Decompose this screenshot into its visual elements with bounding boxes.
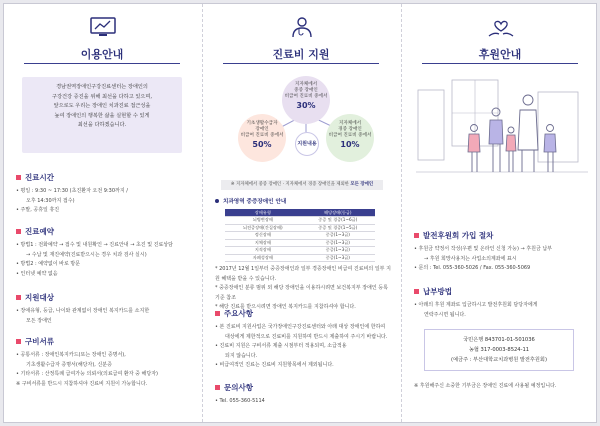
payment-line: 연락주시면 됩니다. — [424, 311, 466, 318]
table-cell: 뇌전증장애(간질장애) — [225, 224, 301, 232]
section-title: 구비서류 — [25, 337, 54, 346]
section-title: 치과영역 중증장애인 안내 — [223, 199, 287, 205]
section-title: 주요사항 — [224, 309, 253, 318]
bank-account-box — [424, 329, 574, 371]
table-cell: 자폐성장애 — [225, 254, 301, 262]
table-note: * 해당 진료를 받으시려면 장애인 복지카드를 지참하셔야 합니다. — [215, 304, 356, 311]
section-target — [16, 292, 194, 326]
note-text: ※ 지자체에서 중증 장애인 · 지자체에서 경증 장애인을 제외한 — [230, 182, 349, 187]
docs-line: • 기타서류 : 산정특례 급여가능 의뢰서(의료급여 환자 중 해당자) — [16, 371, 159, 378]
table-note: * 2017년 12월 1일부터 중증장애인과 일부 경증장애인 비급여 진료비의 일부 지원 혜택을 받을 수 있습니다. — [215, 266, 391, 282]
circle-label: 경증 장애인 — [338, 127, 362, 133]
circle-label: 기초생활수급자 — [246, 121, 278, 126]
circle-label: 비급여 진료비 중에서 — [240, 133, 284, 139]
doctor-icon — [288, 16, 316, 38]
marker-icon — [215, 385, 220, 390]
table-cell: 중증 및 경증(1~5급) — [301, 224, 375, 232]
table-cell: 정신장애 — [225, 232, 301, 240]
circle-label: 지자체에서 — [338, 121, 362, 126]
hours-line: 오후 14:30까지 접수) — [26, 197, 75, 204]
main-line: 되지 않습니다. — [225, 352, 258, 359]
table-row — [225, 239, 375, 247]
support-circle-severe — [282, 76, 330, 124]
target-line: • 장애유형, 등급, 나이와 관계없이 장애인 복지카드를 소지한 — [16, 308, 150, 314]
section-payment — [414, 286, 592, 320]
intro-line: 최선을 다하겠습니다. — [77, 122, 127, 129]
main-line: 대상에게 제한적으로 진료비를 지원하며 반드시 제출하여 주시기 바랍니다. — [225, 333, 388, 340]
section-title: 지원대상 — [25, 293, 54, 302]
account-line: 국민은행 843701-01-501036 — [463, 337, 535, 343]
booking-line: → 수납 및 재진예약(진료받으시는 경우 치과 검사 실시) — [26, 251, 147, 258]
payment-line: • 아래의 후원 계좌로 입금하시고 발전후원회 담당자에게 — [414, 302, 538, 308]
marker-icon — [414, 233, 419, 238]
support-center-label: 지원내용 — [295, 132, 319, 156]
heart-hands-icon — [487, 16, 515, 38]
main-line: • 본 진료비 지원사업은 국가장애인구강진료센터와 아래 대상 장애인에 한하여 — [215, 324, 386, 330]
panel-sponsorship — [402, 4, 598, 424]
intro-line: 경남권역장애인구강진료센터는 장애인의 — [56, 84, 148, 90]
marker-icon — [215, 311, 220, 316]
table-cell: 지체장애 — [225, 239, 301, 247]
table-header: 해당장애(등급) — [301, 209, 375, 217]
circle-label: 비급여 진료비 중에서 — [284, 94, 328, 100]
section-title: 납부방법 — [423, 287, 452, 296]
table-header: 장애유형 — [225, 209, 301, 217]
title-divider — [24, 63, 180, 64]
panel-usage — [4, 4, 200, 424]
sponsor-footnote: ※ 후원해주신 소중한 기부금은 장애인 진료에 사용될 예정입니다. — [414, 383, 557, 389]
table-cell: 중증 및 경증(1~6급) — [301, 217, 375, 225]
section-contact — [215, 382, 393, 407]
severe-disability-table — [225, 209, 375, 262]
section-join — [414, 230, 592, 274]
table-cell: 중증(1~3급) — [301, 247, 375, 255]
note-emphasis: 모든 장애인 — [350, 182, 374, 187]
circle-label: 지자체에서 — [294, 82, 318, 87]
table-cell: 지적장애 — [225, 247, 301, 255]
booking-line: • 인터넷 예약 없음 — [16, 270, 58, 277]
support-circle-basic — [238, 114, 286, 162]
circle-percent: 10% — [340, 139, 360, 149]
section-title: 진료예약 — [25, 227, 54, 236]
target-line: 모든 장애인 — [26, 317, 52, 324]
circle-label: 중증 장애인 — [294, 88, 318, 94]
main-line: • 비급여적인 진료는 진료비 지원항목에서 제외됩니다. — [215, 362, 334, 369]
brochure-sheet — [3, 3, 597, 423]
circle-percent: 30% — [296, 100, 316, 110]
join-line: • 문의 : Tel. 055-360-5026 / Fax. 055-360-5069 — [414, 265, 531, 272]
docs-line: • 공통서류 : 장애인복지카드(또는 장애인 증명서), — [16, 352, 126, 358]
page-title: 후원안내 — [478, 48, 522, 61]
intro-line: 구강건강 증진을 위해 최선을 다하고 있으며, — [51, 93, 153, 100]
section-title: 진료시간 — [25, 173, 54, 182]
hours-line: • 주말, 공휴일 휴진 — [16, 207, 60, 214]
table-row — [225, 232, 375, 240]
family-doctor-illustration — [416, 72, 588, 184]
account-line: (예금주 : 부산대학교치과병원 발전후원회) — [451, 357, 547, 363]
intro-line: 높여 장애인의 행복한 삶을 실현할 수 있게 — [54, 112, 150, 119]
circle-label: 장애인 — [255, 127, 269, 133]
hours-line: • 평일 : 9:30 ~ 17:30 (초진환자 오전 9:30까지 / — [16, 188, 128, 194]
table-row — [225, 224, 375, 232]
contact-phone: • Tel. 055-360-5114 — [215, 398, 265, 404]
marker-icon — [16, 229, 21, 234]
section-docs — [16, 336, 194, 389]
title-divider — [422, 63, 578, 64]
docs-line: 기초생활수급자 증명서(해당자), 신분증 — [26, 361, 112, 368]
section-severe-table — [215, 197, 393, 313]
table-cell: 뇌병변장애 — [225, 217, 301, 225]
intro-box — [22, 77, 182, 153]
table-note: * 중증장애인 분류 범위 외 해당 장애인을 이용하시려면 보건복지부 장애인 등록 기준 참조 — [215, 285, 388, 301]
section-footnote — [414, 382, 592, 392]
marker-icon — [16, 339, 21, 344]
account-line: 농협 317-0003-8524-11 — [468, 347, 530, 353]
circle-label: 비급여 진료비 중에서 — [328, 133, 372, 139]
bullet-icon — [215, 199, 219, 203]
main-line: • 진료비 지원은 구비서류 제출 시점부터 적용되며, 소급적용 — [215, 343, 347, 350]
marker-icon — [414, 289, 419, 294]
docs-line: ※ 구비서류를 반드시 지참하셔야 진료비 지원이 가능합니다. — [16, 380, 148, 387]
join-line: → 후원 희망사용처는 사업소의계좌에 표시 — [424, 255, 517, 262]
panel-cost-support — [203, 4, 399, 424]
section-title: 문의사항 — [224, 383, 253, 392]
marker-icon — [16, 295, 21, 300]
monitor-icon — [89, 16, 117, 38]
section-hours — [16, 172, 194, 216]
section-main-notes — [215, 308, 393, 371]
booking-line: • 방법2 : 예약없이 바로 방문 — [16, 261, 81, 268]
support-circle-mild — [326, 114, 374, 162]
support-note — [221, 180, 383, 190]
table-row — [225, 217, 375, 225]
table-cell: 중증(1~3급) — [301, 239, 375, 247]
section-booking — [16, 226, 194, 279]
table-cell: 중증(1~3급) — [301, 232, 375, 240]
section-title: 발전후원회 가입 절차 — [423, 231, 494, 240]
marker-icon — [16, 175, 21, 180]
table-cell: 중증(1~3급) — [301, 254, 375, 262]
circle-percent: 50% — [252, 139, 272, 149]
intro-line: 앞으로도 우리는 장애인 치과진료 접근성을 — [53, 103, 151, 110]
page-title: 이용안내 — [80, 48, 124, 61]
table-row — [225, 247, 375, 255]
join-line: • 후원금 약정서 작성(우편 및 온라인 신청 가능) → 후원금 납부 — [414, 246, 553, 252]
booking-line: • 방법1 : 전화예약 → 접수 및 내원확인 → 진료안내 → 초진 및 진료상담 — [16, 242, 173, 248]
table-row — [225, 254, 375, 262]
page-title: 진료비 지원 — [272, 48, 330, 61]
